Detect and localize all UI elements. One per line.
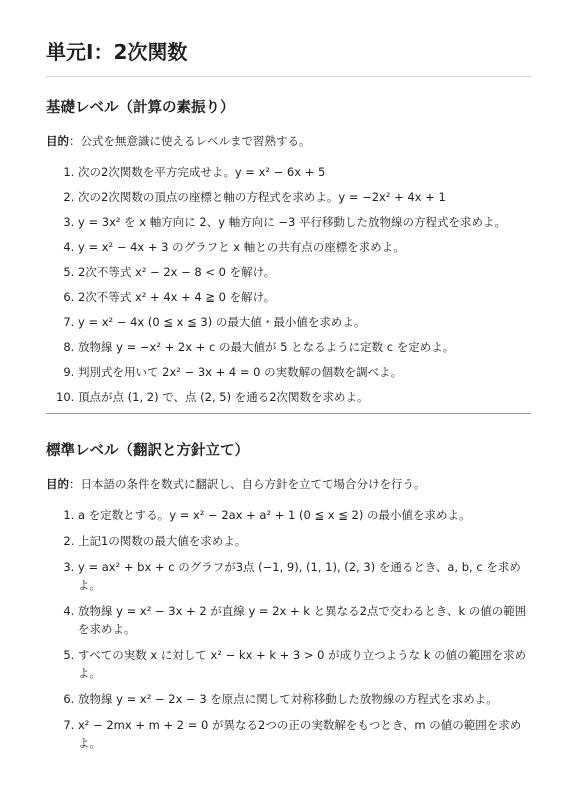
problem-list [46, 506, 531, 752]
problem-item: 7. x² − 2mx + m + 2 = 0 が異なる2つの正の実数解をもつとき、m の値の範囲を求めよ。 [78, 716, 531, 752]
problem-item: 4. y = x² − 4x + 3 のグラフと x 軸との共有点の座標を求めよ。 [78, 238, 531, 256]
problem-item: 2. 次の2次関数の頂点の座標と軸の方程式を求めよ。y = −2x² + 4x + 1 [78, 188, 531, 206]
purpose-text: ：日本語の条件を数式に翻訳し、自ら方針を立てて場合分けを行う。 [69, 477, 426, 491]
section-basic [46, 97, 531, 406]
purpose-line [46, 475, 531, 493]
purpose-text: ：公式を無意識に使えるレベルまで習熟する。 [69, 134, 311, 148]
purpose-line [46, 132, 531, 150]
problem-item: 1. a を定数とする。y = x² − 2ax + a² + 1 (0 ≦ x ≦ 2) の最小値を求めよ。 [78, 506, 531, 524]
problem-item: 6. 放物線 y = x² − 2x − 3 を原点に関して対称移動した放物線の方程式を求めよ。 [78, 690, 531, 708]
problem-item: 5. すべての実数 x に対して x² − kx + k + 3 > 0 が成り立つような k の値の範囲を求めよ。 [78, 646, 531, 682]
section-heading: 基礎レベル（計算の素振り） [46, 100, 235, 116]
problem-item: 5. 2次不等式 x² − 2x − 8 < 0 を解け。 [78, 263, 531, 281]
problem-item: 4. 放物線 y = x² − 3x + 2 が直線 y = 2x + k と異なる2点で交わるとき、k の値の範囲を求めよ。 [78, 602, 531, 638]
problem-item: 6. 2次不等式 x² + 4x + 4 ≧ 0 を解け。 [78, 288, 531, 306]
section-divider [46, 413, 531, 414]
unit-title: 単元Ⅰ：2次関数 [46, 38, 531, 77]
section-heading: 標準レベル（翻訳と方針立て） [46, 443, 249, 459]
problem-item: 3. y = 3x² を x 軸方向に 2、y 軸方向に −3 平行移動した放物線の方程式を求めよ。 [78, 213, 531, 231]
problem-item: 1. 次の2次関数を平方完成せよ。y = x² − 6x + 5 [78, 163, 531, 181]
problem-item: 3. y = ax² + bx + c のグラフが3点 (−1, 9), (1, 1), (2, 3) を通るとき、a, b, c を求めよ。 [78, 558, 531, 594]
problem-item: 2. 上記1の関数の最大値を求めよ。 [78, 532, 531, 550]
purpose-label: 目的 [46, 477, 69, 491]
problem-item: 7. y = x² − 4x (0 ≦ x ≦ 3) の最大値・最小値を求めよ。 [78, 313, 531, 331]
problem-item: 8. 放物線 y = −x² + 2x + c の最大値が 5 となるように定数 c を定めよ。 [78, 338, 531, 356]
problem-item: 10. 頂点が点 (1, 2) で、点 (2, 5) を通る2次関数を求めよ。 [78, 388, 531, 406]
section-standard [46, 440, 531, 752]
problem-list [46, 163, 531, 406]
problem-item: 9. 判別式を用いて 2x² − 3x + 4 = 0 の実数解の個数を調べよ。 [78, 363, 531, 381]
purpose-label: 目的 [46, 134, 69, 148]
